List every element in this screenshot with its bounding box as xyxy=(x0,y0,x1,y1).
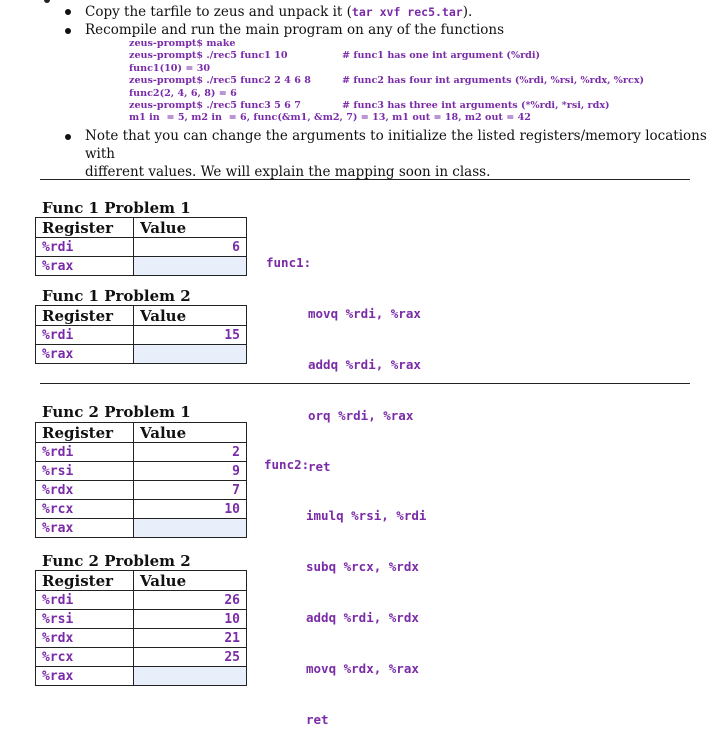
code-line: ret xyxy=(308,459,331,474)
answer-cell[interactable] xyxy=(134,667,247,686)
table-row xyxy=(36,610,247,629)
bullet-copy-tarfile: Copy the tarfile to zeus and unpack it (tar xvf rec5.tar). xyxy=(85,4,473,20)
register-table-f2p2 xyxy=(35,570,247,686)
tar-command: tar xvf rec5.tar xyxy=(351,5,463,19)
terminal-line xyxy=(129,50,541,62)
register-value[interactable]: 10 xyxy=(134,610,247,629)
terminal-command: m1 in = 5, m2 in = 6, func(&m1, &m2, 7) = 13, m1 out = 18, m2 out = 42 xyxy=(129,112,531,124)
code-line: addq %rdi, %rax xyxy=(308,357,421,372)
table-row xyxy=(36,648,247,667)
bullet-note: Note that you can change the arguments to initialize the listed registers/memory locations with different values. We will explain the mapping soon in class. xyxy=(85,128,707,180)
code-line: movq %rdi, %rax xyxy=(308,306,421,321)
answer-cell[interactable] xyxy=(134,519,247,538)
cutoff-fragment xyxy=(44,0,50,3)
register-value[interactable]: 10 xyxy=(134,500,247,519)
register-name: %rax xyxy=(36,519,134,538)
table-row xyxy=(36,667,247,686)
terminal-command: func1(10) = 30 xyxy=(129,62,211,74)
header-register: Register xyxy=(36,571,134,591)
register-name: %rcx xyxy=(36,500,134,519)
terminal-command: zeus-prompt$ ./rec5 func1 10 xyxy=(129,50,288,62)
header-value: Value xyxy=(134,423,247,443)
register-name: %rdi xyxy=(36,591,134,610)
terminal-command: zeus-prompt$ ./rec5 func2 2 4 6 8 xyxy=(129,75,311,87)
func1-label: func1: xyxy=(266,255,312,270)
register-name: %rax xyxy=(36,257,134,276)
code-line: ret xyxy=(306,712,329,727)
register-name: %rax xyxy=(36,345,134,364)
bullet-marker xyxy=(65,28,71,34)
register-name: %rdx xyxy=(36,629,134,648)
table-row xyxy=(36,481,247,500)
terminal-line xyxy=(129,88,531,100)
register-name: %rsi xyxy=(36,610,134,629)
table-row xyxy=(36,326,247,345)
code-line: imulq %rsi, %rdi xyxy=(306,508,427,523)
bullet-marker xyxy=(65,9,71,15)
header-value: Value xyxy=(134,571,247,591)
register-value[interactable]: 6 xyxy=(134,238,247,257)
register-name: %rdi xyxy=(36,443,134,462)
divider xyxy=(40,383,690,384)
table-row xyxy=(36,519,247,538)
func2-label: func2: xyxy=(264,457,310,472)
table-row xyxy=(36,238,247,257)
register-name: %rdx xyxy=(36,481,134,500)
header-register: Register xyxy=(36,423,134,443)
header-value: Value xyxy=(134,306,247,326)
terminal-line xyxy=(129,75,645,87)
terminal-comment: # func2 has four int arguments (%rdi, %rsi, %rdx, %rcx) xyxy=(342,75,645,87)
register-table-f1p2 xyxy=(35,305,247,364)
register-table-f2p1 xyxy=(35,422,247,538)
register-value[interactable]: 26 xyxy=(134,591,247,610)
register-value[interactable]: 9 xyxy=(134,462,247,481)
register-value[interactable]: 25 xyxy=(134,648,247,667)
terminal-line xyxy=(129,112,531,124)
register-name: %rax xyxy=(36,667,134,686)
divider xyxy=(40,179,690,180)
terminal-command: zeus-prompt$ ./rec5 func3 5 6 7 xyxy=(129,99,301,111)
register-name: %rdi xyxy=(36,326,134,345)
register-value[interactable]: 2 xyxy=(134,443,247,462)
table-row xyxy=(36,257,247,276)
table-row xyxy=(36,591,247,610)
code-line: orq %rdi, %rax xyxy=(308,408,414,423)
header-register: Register xyxy=(36,306,134,326)
table-row xyxy=(36,629,247,648)
problem-title: Func 1 Problem 2 xyxy=(42,287,191,305)
register-name: %rsi xyxy=(36,462,134,481)
code-line: movq %rdx, %rax xyxy=(306,661,419,676)
answer-cell[interactable] xyxy=(134,345,247,364)
problem-title: Func 2 Problem 2 xyxy=(42,552,191,570)
problem-title: Func 2 Problem 1 xyxy=(42,403,191,421)
code-line: subq %rcx, %rdx xyxy=(306,559,419,574)
bullet-recompile: Recompile and run the main program on any of the functions xyxy=(85,22,505,38)
terminal-transcript xyxy=(129,38,645,125)
register-name: %rdi xyxy=(36,238,134,257)
register-value[interactable]: 7 xyxy=(134,481,247,500)
register-table-f1p1 xyxy=(35,217,247,276)
header-register: Register xyxy=(36,218,134,238)
terminal-line xyxy=(129,38,531,50)
table-row xyxy=(36,345,247,364)
table-row xyxy=(36,443,247,462)
func2-code xyxy=(264,422,426,745)
table-row xyxy=(36,500,247,519)
terminal-comment: # func3 has three int arguments (*%rdi, *rsi, rdx) xyxy=(342,99,610,111)
terminal-line xyxy=(129,63,531,75)
register-name: %rcx xyxy=(36,648,134,667)
terminal-line xyxy=(129,99,610,112)
terminal-command: zeus-prompt$ make xyxy=(129,38,236,49)
terminal-comment: # func1 has one int argument (%rdi) xyxy=(342,50,541,62)
bullet-marker xyxy=(65,134,71,140)
table-row xyxy=(36,462,247,481)
header-value: Value xyxy=(134,218,247,238)
answer-cell[interactable] xyxy=(134,257,247,276)
problem-title: Func 1 Problem 1 xyxy=(42,199,191,217)
register-value[interactable]: 15 xyxy=(134,326,247,345)
terminal-command: func2(2, 4, 6, 8) = 6 xyxy=(129,87,237,99)
register-value[interactable]: 21 xyxy=(134,629,247,648)
code-line: addq %rdi, %rdx xyxy=(306,610,419,625)
